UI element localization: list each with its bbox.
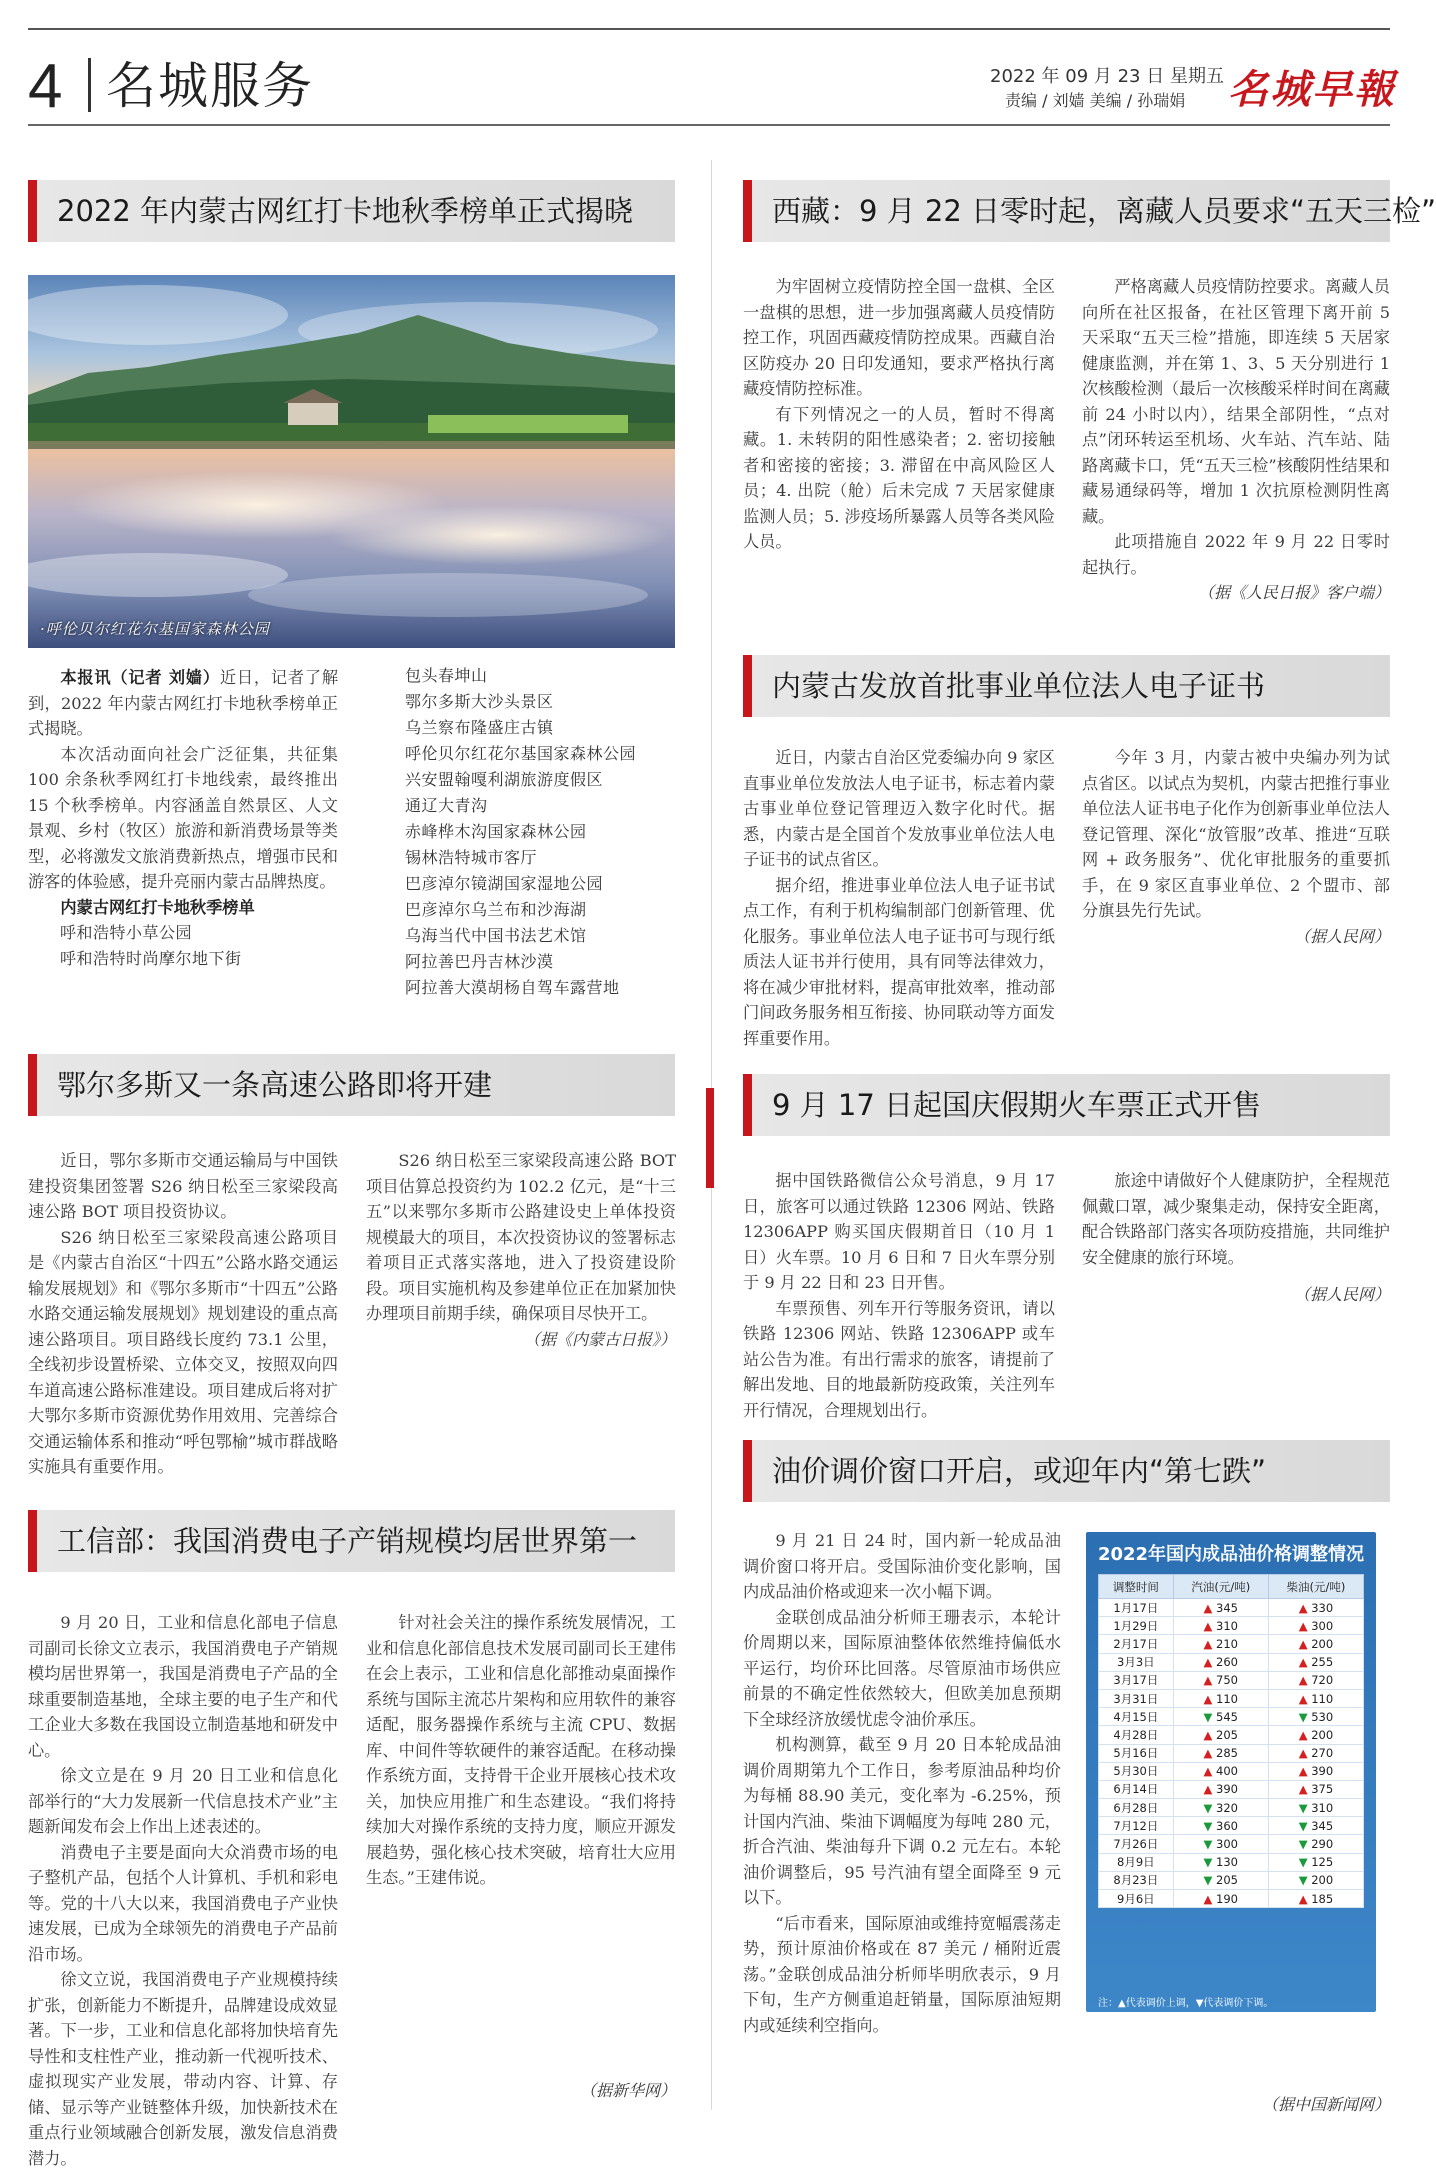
table-cell: ▼ 200 xyxy=(1268,1871,1363,1889)
table-cell: 7月26日 xyxy=(1099,1835,1174,1853)
up-arrow-icon: ▲ xyxy=(1203,1655,1217,1670)
up-arrow-icon: ▲ xyxy=(1203,1673,1217,1688)
paragraph: 有下列情况之一的人员，暂时不得离藏。1. 未转阴的阳性感染者；2. 密切接触者和密接的密接；3. 滞留在中高风险区人员；4. 出院（舱）后未完成 7 天居家健康监测人员；5. 涉疫场所暴露人员等各类风险人员。 xyxy=(743,404,1055,551)
table-cell: ▲ 185 xyxy=(1268,1890,1363,1908)
table-cell: 3月17日 xyxy=(1099,1671,1174,1689)
down-arrow-icon: ▼ xyxy=(1298,1709,1312,1724)
article-b2-col2 xyxy=(1082,745,1390,949)
table-cell: ▲ 310 xyxy=(1173,1617,1268,1635)
table-cell: 7月12日 xyxy=(1099,1817,1174,1835)
list-item: 呼和浩特时尚摩尔地下街 xyxy=(60,949,242,968)
article-a1-lead: 本报讯（记者 刘嫱）近日，记者了解到，2022 年内蒙古网红打卡地秋季榜单正式揭晓。 xyxy=(28,668,339,738)
table-row xyxy=(1099,1744,1364,1762)
column-header: 汽油(元/吨) xyxy=(1173,1575,1268,1599)
oil-price-table xyxy=(1098,1574,1364,1908)
article-a2-source: （据《内蒙古日报》） xyxy=(523,1329,676,1349)
paragraph: “后市看来，国际原油或维持宽幅震荡走势，预计原油价格或在 87 美元 / 桶附近震荡。”金联创成品油分析师毕明欣表示，9 月下旬，生产方侧重追赶销量，国际原油短期内或延续利空指向。 xyxy=(743,1913,1061,2035)
paragraph: 9 月 20 日，工业和信息化部电子信息司副司长徐文立表示，我国消费电子产销规模均居世界第一，我国是消费电子产品的全球重要制造基地，全球主要的电子生产和代工企业大多数在我国设立制造基地和研发中心。 xyxy=(28,1613,338,1760)
paragraph: 据中国铁路微信公众号消息，9 月 17 日，旅客可以通过铁路 12306 网站、铁路 12306APP 购买国庆假期首日（10 月 1 日）火车票。10 月 6 日和 7 日火车票分别于 9 月 22 日和 23 日开售。 xyxy=(743,1171,1055,1292)
table-cell: ▼ 125 xyxy=(1268,1853,1363,1871)
table-row xyxy=(1099,1762,1364,1780)
list-item: 锡林浩特城市客厅 xyxy=(405,848,538,867)
table-cell: ▼ 545 xyxy=(1173,1708,1268,1726)
table-cell: ▼ 300 xyxy=(1173,1835,1268,1853)
table-cell: 1月29日 xyxy=(1099,1617,1174,1635)
up-arrow-icon: ▲ xyxy=(1298,1764,1312,1779)
up-arrow-icon: ▲ xyxy=(1298,1727,1312,1742)
up-arrow-icon: ▲ xyxy=(1203,1764,1217,1779)
table-cell: ▲ 210 xyxy=(1173,1635,1268,1653)
paragraph: 今年 3 月，内蒙古被中央编办列为试点省区。以试点为契机，内蒙古把推行事业单位法人证书电子化作为创新事业单位法人登记管理、深化“放管服”改革、推进“互联网 + 政务服务”、优化审批服务的重要抓手，在 9 家区直事业单位、2 个盟市、部分旗县先行先试。 xyxy=(1082,748,1390,920)
table-header-row xyxy=(1099,1575,1364,1599)
page-number: 4 xyxy=(28,52,63,121)
table-cell: ▲ 260 xyxy=(1173,1653,1268,1671)
byline: 本报讯（记者 刘嫱） xyxy=(60,668,220,687)
paragraph: 机构测算，截至 9 月 20 日本轮成品油调价周期第九个工作日，参考原油品种均价为每桶 88.90 美元，变化率为 -6.25%，预计国内汽油、柴油下调幅度为每吨 280 元，折合汽油、柴油每升下调 0.2 元左右。本轮油价调整后，95 号汽油有望全面降至 9 元以下。 xyxy=(743,1735,1061,1907)
table-cell: ▼ 310 xyxy=(1268,1799,1363,1817)
list-title: 内蒙古网红打卡地秋季榜单 xyxy=(60,897,255,917)
up-arrow-icon: ▲ xyxy=(1298,1618,1312,1633)
article-b2-source: （据人民网） xyxy=(1293,926,1390,946)
paragraph: 据介绍，推进事业单位法人电子证书试点工作，有利于机构编制部门创新管理、优化服务。事业单位法人电子证书可与现行纸质法人证书并行使用，具有同等法律效力，将在减少审批材料，提高审批效率，推动部门间政务服务相互衔接、协同联动等方面发挥重要作用。 xyxy=(743,875,1055,1048)
headline-b3: 9 月 17 日起国庆假期火车票正式开售 xyxy=(743,1074,1390,1136)
paragraph: 徐文立说，我国消费电子产业规模持续扩张，创新能力不断提升，品牌建设成效显著。下一步，工业和信息化部将加快培育先导性和支柱性产业，推动新一代视听技术、虚拟现实产业发展，带动内容、计算、存储、显示等产业链整体升级，加快新技术在重点行业领域融合创新发展，激发信息消费潜力。 xyxy=(28,1970,338,2168)
up-arrow-icon: ▲ xyxy=(1203,1691,1217,1706)
paragraph: 近日，鄂尔多斯市交通运输局与中国铁建投资集团签署 S26 纳日松至三家梁段高速公路 BOT 项目投资协议。 xyxy=(28,1151,338,1221)
table-cell: ▲ 285 xyxy=(1173,1744,1268,1762)
table-row xyxy=(1099,1671,1364,1689)
table-cell: ▼ 360 xyxy=(1173,1817,1268,1835)
table-cell: ▲ 205 xyxy=(1173,1726,1268,1744)
table-cell: 5月30日 xyxy=(1099,1762,1174,1780)
table-cell: ▼ 345 xyxy=(1268,1817,1363,1835)
column-header: 柴油(元/吨) xyxy=(1268,1575,1363,1599)
article-a2-col2 xyxy=(366,1148,676,1352)
up-arrow-icon: ▲ xyxy=(1298,1673,1312,1688)
table-cell: ▲ 345 xyxy=(1173,1599,1268,1617)
table-cell: 3月3日 xyxy=(1099,1653,1174,1671)
table-cell: ▼ 130 xyxy=(1173,1853,1268,1871)
headline-b1: 西藏：9 月 22 日零时起，离藏人员要求“五天三检” xyxy=(743,180,1390,242)
article-b3-col1 xyxy=(743,1168,1055,1433)
up-arrow-icon: ▲ xyxy=(1203,1746,1217,1761)
article-b1-source: （据《人民日报》客户端） xyxy=(1197,583,1390,602)
down-arrow-icon: ▼ xyxy=(1298,1837,1312,1852)
up-arrow-icon: ▲ xyxy=(1203,1727,1217,1742)
table-cell: ▼ 320 xyxy=(1173,1799,1268,1817)
section-name: 名城服务 xyxy=(106,57,314,115)
headline-b2: 内蒙古发放首批事业单位法人电子证书 xyxy=(743,655,1390,717)
paragraph: 此项措施自 2022 年 9 月 22 日零时起执行。 xyxy=(1082,532,1390,577)
table-cell: ▲ 190 xyxy=(1173,1890,1268,1908)
paragraph: 本次活动面向社会广泛征集，共征集 100 余条秋季网红打卡地线索，最终推出 15 个秋季榜单。内容涵盖自然景区、人文景观、乡村（牧区）旅游和新消费场景等类型，必将激发文旅消费新热点，增强市民和游客的体验感，提升亮丽内蒙古品牌热度。 xyxy=(28,744,338,891)
table-cell: 9月6日 xyxy=(1099,1890,1174,1908)
table-row xyxy=(1099,1726,1364,1744)
down-arrow-icon: ▼ xyxy=(1298,1818,1312,1833)
list-item: 通辽大青沟 xyxy=(405,796,488,815)
list-item: 阿拉善巴丹吉林沙漠 xyxy=(405,952,554,971)
header-rule xyxy=(28,124,1390,126)
article-a3-col1 xyxy=(28,1610,338,2168)
table-cell: 4月15日 xyxy=(1099,1708,1174,1726)
table-cell: 5月16日 xyxy=(1099,1744,1174,1762)
editor-credits: 责编 / 刘嫱 美编 / 孙瑞娟 xyxy=(1005,91,1186,110)
down-arrow-icon: ▼ xyxy=(1298,1800,1312,1815)
table-row xyxy=(1099,1799,1364,1817)
table-cell: ▲ 750 xyxy=(1173,1671,1268,1689)
table-cell: ▲ 200 xyxy=(1268,1635,1363,1653)
oil-table-title: 2022年国内成品油价格调整情况 xyxy=(1097,1544,1365,1565)
paragraph: S26 纳日松至三家梁段高速公路 BOT 项目估算总投资约为 102.2 亿元，是“十三五”以来鄂尔多斯市公路建设史上单体投资规模最大的项目，本次投资协议的签署标志着项目正式落实落地，进入了投资建设阶段。项目实施机构及参建单位正在加紧加快办理项目前期手续，确保项目尽快开工。 xyxy=(366,1151,676,1323)
table-cell: ▲ 390 xyxy=(1268,1762,1363,1780)
table-row xyxy=(1099,1853,1364,1871)
table-row xyxy=(1099,1817,1364,1835)
table-cell: 6月14日 xyxy=(1099,1780,1174,1798)
list-left xyxy=(28,920,338,972)
list-item: 乌海当代中国书法艺术馆 xyxy=(405,926,587,945)
table-cell: ▲ 390 xyxy=(1173,1780,1268,1798)
paragraph: 为牢固树立疫情防控全国一盘棋、全区一盘棋的思想，进一步加强离藏人员疫情防控工作，巩固西藏疫情防控成果。西藏自治区防疫办 20 日印发通知，要求严格执行离藏疫情防控标准。 xyxy=(743,277,1055,398)
paragraph: 旅途中请做好个人健康防护，全程规范佩戴口罩，减少聚集走动，保持安全距离，配合铁路部门落实各项防疫措施，共同维护安全健康的旅行环境。 xyxy=(1082,1171,1390,1267)
table-cell: ▲ 270 xyxy=(1268,1744,1363,1762)
table-row xyxy=(1099,1708,1364,1726)
up-arrow-icon: ▲ xyxy=(1203,1891,1217,1906)
up-arrow-icon: ▲ xyxy=(1203,1636,1217,1651)
table-row xyxy=(1099,1635,1364,1653)
up-arrow-icon: ▲ xyxy=(1203,1600,1217,1615)
up-arrow-icon: ▲ xyxy=(1298,1691,1312,1706)
table-row xyxy=(1099,1835,1364,1853)
paragraph: 徐文立是在 9 月 20 日工业和信息化部举行的“大力发展新一代信息技术产业”主题新闻发布会上作出上述表述的。 xyxy=(28,1766,338,1836)
table-cell: 2月17日 xyxy=(1099,1635,1174,1653)
table-cell: ▲ 110 xyxy=(1173,1689,1268,1707)
oil-table-body xyxy=(1099,1599,1364,1908)
issue-date: 2022 年 09 月 23 日 星期五 xyxy=(990,66,1224,87)
down-arrow-icon: ▼ xyxy=(1203,1709,1217,1724)
up-arrow-icon: ▲ xyxy=(1298,1782,1312,1797)
table-cell: ▼ 205 xyxy=(1173,1871,1268,1889)
article-a2-col1 xyxy=(28,1148,338,1476)
table-cell: ▲ 300 xyxy=(1268,1617,1363,1635)
list-item: 呼和浩特小草公园 xyxy=(60,923,193,942)
down-arrow-icon: ▼ xyxy=(1203,1855,1217,1870)
table-cell: 8月23日 xyxy=(1099,1871,1174,1889)
down-arrow-icon: ▼ xyxy=(1298,1873,1312,1888)
up-arrow-icon: ▲ xyxy=(1203,1782,1217,1797)
paragraph: 严格离藏人员疫情防控要求。离藏人员向所在社区报备，在社区管理下离开前 5 天采取“五天三检”措施，即连续 5 天居家健康监测，并在第 1、3、5 天分别进行 1 次核酸检测（最后一次核酸采样时间在离藏前 24 小时以内），结果全部阴性，“点对点”闭环转运至机场、火车站、汽车站、陆路离藏卡口，凭“五天三检”核酸阴性结果和藏易通绿码等，增加 1 次抗原检测阴性离藏。 xyxy=(1082,277,1390,526)
newspaper-masthead-logo: 名城早報 xyxy=(1228,66,1396,113)
top-rule xyxy=(28,28,1390,30)
article-b3-source: （据人民网） xyxy=(1293,1285,1390,1304)
table-row xyxy=(1099,1599,1364,1617)
list-item: 乌兰察布隆盛庄古镇 xyxy=(405,718,554,737)
table-cell: ▲ 110 xyxy=(1268,1689,1363,1707)
paragraph: 9 月 21 日 24 时，国内新一轮成品油调价窗口将开启。受国际油价变化影响，国内成品油价格或迎来一次小幅下调。 xyxy=(743,1531,1061,1601)
table-cell: 3月31日 xyxy=(1099,1689,1174,1707)
photo-caption: ·呼伦贝尔红花尔基国家森林公园 xyxy=(40,620,270,638)
up-arrow-icon: ▲ xyxy=(1298,1600,1312,1615)
table-cell: ▼ 530 xyxy=(1268,1708,1363,1726)
paragraph: 车票预售、列车开行等服务资讯，请以铁路 12306 网站、铁路 12306APP 或车站公告为准。有出行需求的旅客，请提前了解出发地、目的地最新防疫政策，关注列车开行情况，合理规划出行。 xyxy=(743,1298,1055,1420)
table-cell: 8月9日 xyxy=(1099,1853,1174,1871)
table-cell: ▲ 400 xyxy=(1173,1762,1268,1780)
up-arrow-icon: ▲ xyxy=(1203,1618,1217,1633)
article-b1-col1 xyxy=(743,274,1055,604)
table-cell: ▲ 375 xyxy=(1268,1780,1363,1798)
article-b4-source: （据中国新闻网） xyxy=(1261,2095,1390,2114)
headline-a1: 2022 年内蒙古网红打卡地秋季榜单正式揭晓 xyxy=(28,180,675,242)
article-b1-col2 xyxy=(1082,274,1390,606)
article-b4-col1 xyxy=(743,1528,1061,2098)
table-cell: 6月28日 xyxy=(1099,1799,1174,1817)
down-arrow-icon: ▼ xyxy=(1203,1873,1217,1888)
table-cell: 1月17日 xyxy=(1099,1599,1174,1617)
table-cell: ▲ 255 xyxy=(1268,1653,1363,1671)
list-item: 巴彦淖尔镜湖国家湿地公园 xyxy=(405,874,604,893)
paragraph: 针对社会关注的操作系统发展情况，工业和信息化部信息技术发展司副司长王建伟在会上表示，工业和信息化部推动桌面操作系统与国际主流芯片架构和应用软件的兼容适配，服务器操作系统与主流 CPU、数据库、中间件等软硬件的兼容适配。在移动操作系统方面，支持骨干企业开展核心技术攻关，加快应用推广和生态建设。“我们将持续加大对操作系统的支持力度，顺应开源发展趋势，强化核心技术突破，培育壮大应用生态。”王建伟说。 xyxy=(366,1613,676,1887)
table-row xyxy=(1099,1653,1364,1671)
list-right xyxy=(405,663,680,1001)
list-item: 兴安盟翰嘎利湖旅游度假区 xyxy=(405,770,604,789)
table-row xyxy=(1099,1890,1364,1908)
list-item: 阿拉善大漠胡杨自驾车露营地 xyxy=(405,978,620,997)
table-row xyxy=(1099,1689,1364,1707)
table-cell: 4月28日 xyxy=(1099,1726,1174,1744)
article-a1-body xyxy=(28,665,338,972)
list-item: 呼伦贝尔红花尔基国家森林公园 xyxy=(405,744,637,763)
up-arrow-icon: ▲ xyxy=(1298,1636,1312,1651)
list-item: 鄂尔多斯大沙头景区 xyxy=(405,692,554,711)
headline-a3: 工信部：我国消费电子产销规模均居世界第一 xyxy=(28,1510,675,1572)
down-arrow-icon: ▼ xyxy=(1203,1800,1217,1815)
table-row xyxy=(1099,1871,1364,1889)
table-cell: ▲ 200 xyxy=(1268,1726,1363,1744)
up-arrow-icon: ▲ xyxy=(1298,1891,1312,1906)
up-arrow-icon: ▲ xyxy=(1298,1655,1312,1670)
paragraph: 消费电子主要是面向大众消费市场的电子整机产品，包括个人计算机、手机和彩电等。党的十八大以来，我国消费电子产业快速发展，已成为全球领先的消费电子产品前沿市场。 xyxy=(28,1842,338,1964)
list-item: 包头春坤山 xyxy=(405,666,488,685)
list-item: 巴彦淖尔乌兰布和沙海湖 xyxy=(405,900,587,919)
list-item: 赤峰桦木沟国家森林公园 xyxy=(405,822,587,841)
article-b2-col1 xyxy=(743,745,1055,1048)
down-arrow-icon: ▼ xyxy=(1203,1837,1217,1852)
article-a3-source: （据新华网） xyxy=(579,2081,676,2100)
lake-forest-photo xyxy=(28,275,675,648)
headline-b4: 油价调价窗口开启，或迎年内“第七跌” xyxy=(743,1440,1390,1502)
red-accent-mark xyxy=(706,1088,714,1188)
page-number-separator xyxy=(88,58,91,112)
table-cell: ▲ 720 xyxy=(1268,1671,1363,1689)
table-cell: ▼ 290 xyxy=(1268,1835,1363,1853)
article-b3-col2 xyxy=(1082,1168,1390,1308)
paragraph: 近日，内蒙古自治区党委编办向 9 家区直事业单位发放法人电子证书，标志着内蒙古事业单位登记管理迈入数字化时代。据悉，内蒙古是全国首个发放事业单位法人电子证书的试点省区。 xyxy=(743,748,1055,869)
column-header: 调整时间 xyxy=(1099,1575,1174,1599)
down-arrow-icon: ▼ xyxy=(1298,1855,1312,1870)
paragraph: S26 纳日松至三家梁段高速公路项目是《内蒙古自治区“十四五”公路水路交通运输发展规划》和《鄂尔多斯市“十四五”公路水路交通运输发展规划》规划建设的重点高速公路项目。项目路线长度约 73.1 公里，全线初步设置桥梁、立体交叉，按照双向四车道高速公路标准建设。项目建成后将对扩大鄂尔多斯市资源优势作用效用、完善综合交通运输体系和推动“呼包鄂榆”城市群战略实施具有重要作用。 xyxy=(28,1227,338,1476)
oil-price-panel xyxy=(1086,1532,1376,2012)
table-cell: ▲ 330 xyxy=(1268,1599,1363,1617)
headline-a2: 鄂尔多斯又一条高速公路即将开建 xyxy=(28,1054,675,1116)
table-row xyxy=(1099,1780,1364,1798)
table-row xyxy=(1099,1617,1364,1635)
landscape-image xyxy=(28,275,675,648)
up-arrow-icon: ▲ xyxy=(1298,1746,1312,1761)
oil-table-note: 注：▲代表调价上调，▼代表调价下调。 xyxy=(1098,1998,1274,2009)
down-arrow-icon: ▼ xyxy=(1203,1818,1217,1833)
article-a3-col2 xyxy=(366,1610,676,2075)
paragraph: 金联创成品油分析师王珊表示，本轮计价周期以来，国际原油整体依然维持偏低水平运行，均价环比回落。尽管原油市场供应前景的不确定性依然较大，但欧美加息预期下全球经济放缓忧虑令油价承压。 xyxy=(743,1607,1061,1729)
